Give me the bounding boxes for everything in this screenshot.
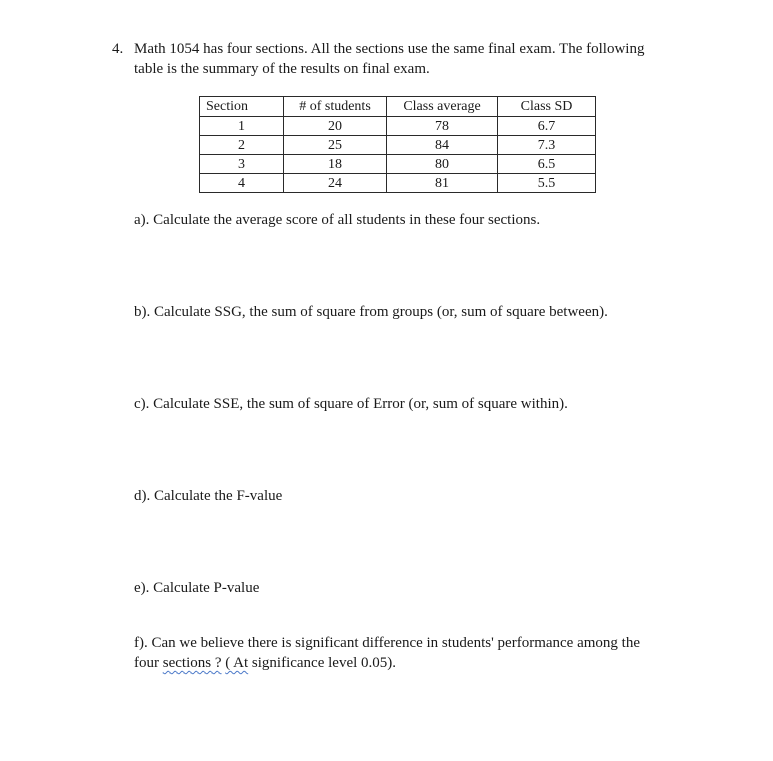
header-section: Section: [200, 97, 284, 117]
cell-section: 4: [200, 174, 284, 193]
spellcheck-flagged-text: sections ?: [162, 655, 222, 671]
table-row: [200, 117, 596, 136]
results-table: [199, 96, 596, 193]
part-e-prompt: e). Calculate P-value: [134, 580, 260, 596]
table-row: [200, 136, 596, 155]
cell-students: 18: [284, 155, 387, 174]
part-b-prompt: b). Calculate SSG, the sum of square from groups (or, sum of square between).: [134, 304, 608, 320]
cell-average: 78: [387, 117, 498, 136]
part-f-prompt-line-2: [134, 655, 396, 672]
cell-average: 81: [387, 174, 498, 193]
table-row: [200, 174, 596, 193]
header-class-average: Class average: [387, 97, 498, 117]
question-intro-line-2: table is the summary of the results on final exam.: [134, 61, 430, 77]
table-row: [200, 155, 596, 174]
question-intro-line-1: Math 1054 has four sections. All the sections use the same final exam. The following: [134, 41, 645, 57]
cell-students: 24: [284, 174, 387, 193]
header-class-sd: Class SD: [498, 97, 596, 117]
question-number: 4.: [112, 41, 124, 57]
part-a-prompt: a). Calculate the average score of all students in these four sections.: [134, 212, 541, 228]
cell-average: 84: [387, 136, 498, 155]
spellcheck-flagged-text: ( At: [225, 655, 249, 671]
cell-average: 80: [387, 155, 498, 174]
header-num-students: # of students: [284, 97, 387, 117]
cell-section: 3: [200, 155, 284, 174]
cell-section: 1: [200, 117, 284, 136]
cell-students: 20: [284, 117, 387, 136]
cell-students: 25: [284, 136, 387, 155]
cell-sd: 5.5: [498, 174, 596, 193]
part-f-text-segment: four: [134, 655, 163, 671]
part-f-text-segment: significance level 0.05).: [248, 655, 397, 671]
part-c-prompt: c). Calculate SSE, the sum of square of Error (or, sum of square within).: [134, 396, 568, 412]
cell-section: 2: [200, 136, 284, 155]
cell-sd: 7.3: [498, 136, 596, 155]
part-d-prompt: d). Calculate the F-value: [134, 488, 283, 504]
cell-sd: 6.7: [498, 117, 596, 136]
table-header-row: [200, 97, 596, 117]
cell-sd: 6.5: [498, 155, 596, 174]
part-f-prompt-line-1: f). Can we believe there is significant difference in students' performance among the: [134, 635, 640, 651]
